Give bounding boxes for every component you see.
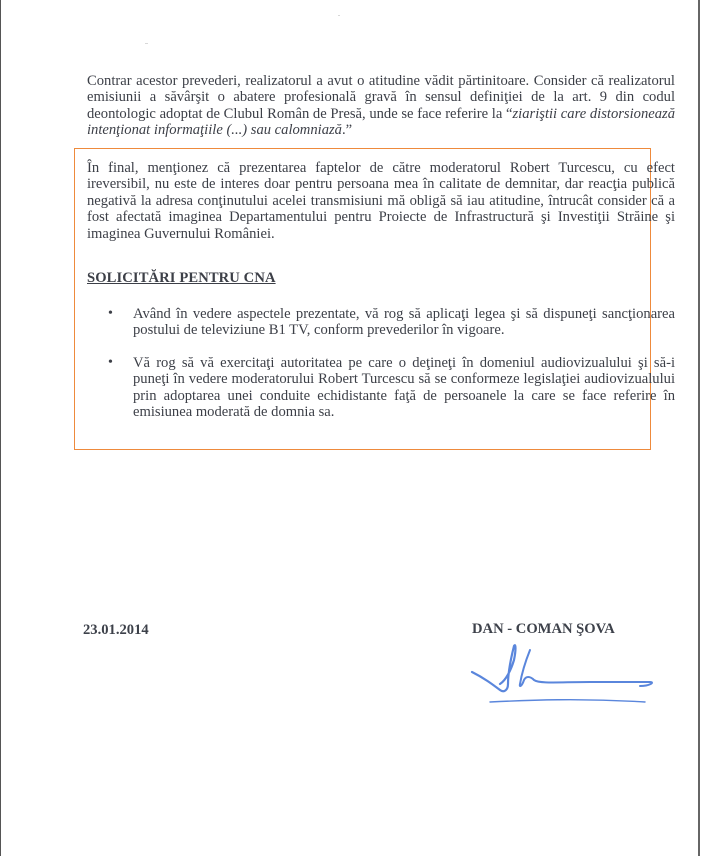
signature-underline xyxy=(490,700,645,702)
section-heading-requests: SOLICITĂRI PENTRU CNA xyxy=(87,270,276,286)
signer-name: DAN - COMAN ŞOVA xyxy=(472,621,615,637)
bullet-icon: • xyxy=(108,306,113,321)
paragraph-final-statement: În final, menţionez că prezentarea faptelor de către moderatorul Robert Turcescu, cu efect ireversibil, nu este de interes doar pentru persoana mea în calitate de demnitar, dar reacţia publică negativă la adresa conţinutului acelei transmisiuni mă obligă să iau atitudine, întrucât consider că a fost afectată imaginea Departamentului pentru Proiecte de Infrastructură şi Investiţii Străine şi imaginea Guvernului României. xyxy=(87,160,675,242)
signature-stroke-2 xyxy=(520,650,652,686)
paragraph-press-code xyxy=(87,73,675,139)
italic-quote: ziariştii care distorsionează intenţionat informaţiile (...) sau calomniază xyxy=(87,105,676,139)
signature-stroke-1 xyxy=(472,645,516,691)
paragraph-text-end: .” xyxy=(341,122,353,139)
list-item: Vă rog să vă exercitaţi autoritatea pe care o deţineţi în domeniul audiovizualului şi să-i puneţi în vedere moderatorului Robert Turcescu să se conformeze legislaţiei audiovizualului prin adoptarea unei conduite echidistante faţă de persoanele la care se face referire în emisiunea moderată de domnia sa. xyxy=(133,355,675,421)
document-date: 23.01.2014 xyxy=(83,622,149,638)
bullet-icon: • xyxy=(108,355,113,370)
scan-artifact xyxy=(338,15,340,16)
page-border-right xyxy=(698,0,700,856)
page-border-left xyxy=(0,0,1,856)
scan-artifact xyxy=(145,43,148,44)
signature-icon xyxy=(450,640,660,710)
paragraph-text: Contrar acestor prevederi, realizatorul a avut o atitudine vădit părtinitoare. Consider că realizatorul emisiunii a săvârşit o abatere profesională gravă în sensul definiţiei de la art. 9 din codul deontologic adoptat de Clubul Român de Presă, unde se face referire la “ xyxy=(87,73,675,122)
list-item: Având în vedere aspectele prezentate, vă rog să aplicaţi legea şi să dispuneţi sancţionarea postului de televiziune B1 TV, conform prevederilor în vigoare. xyxy=(133,306,675,339)
